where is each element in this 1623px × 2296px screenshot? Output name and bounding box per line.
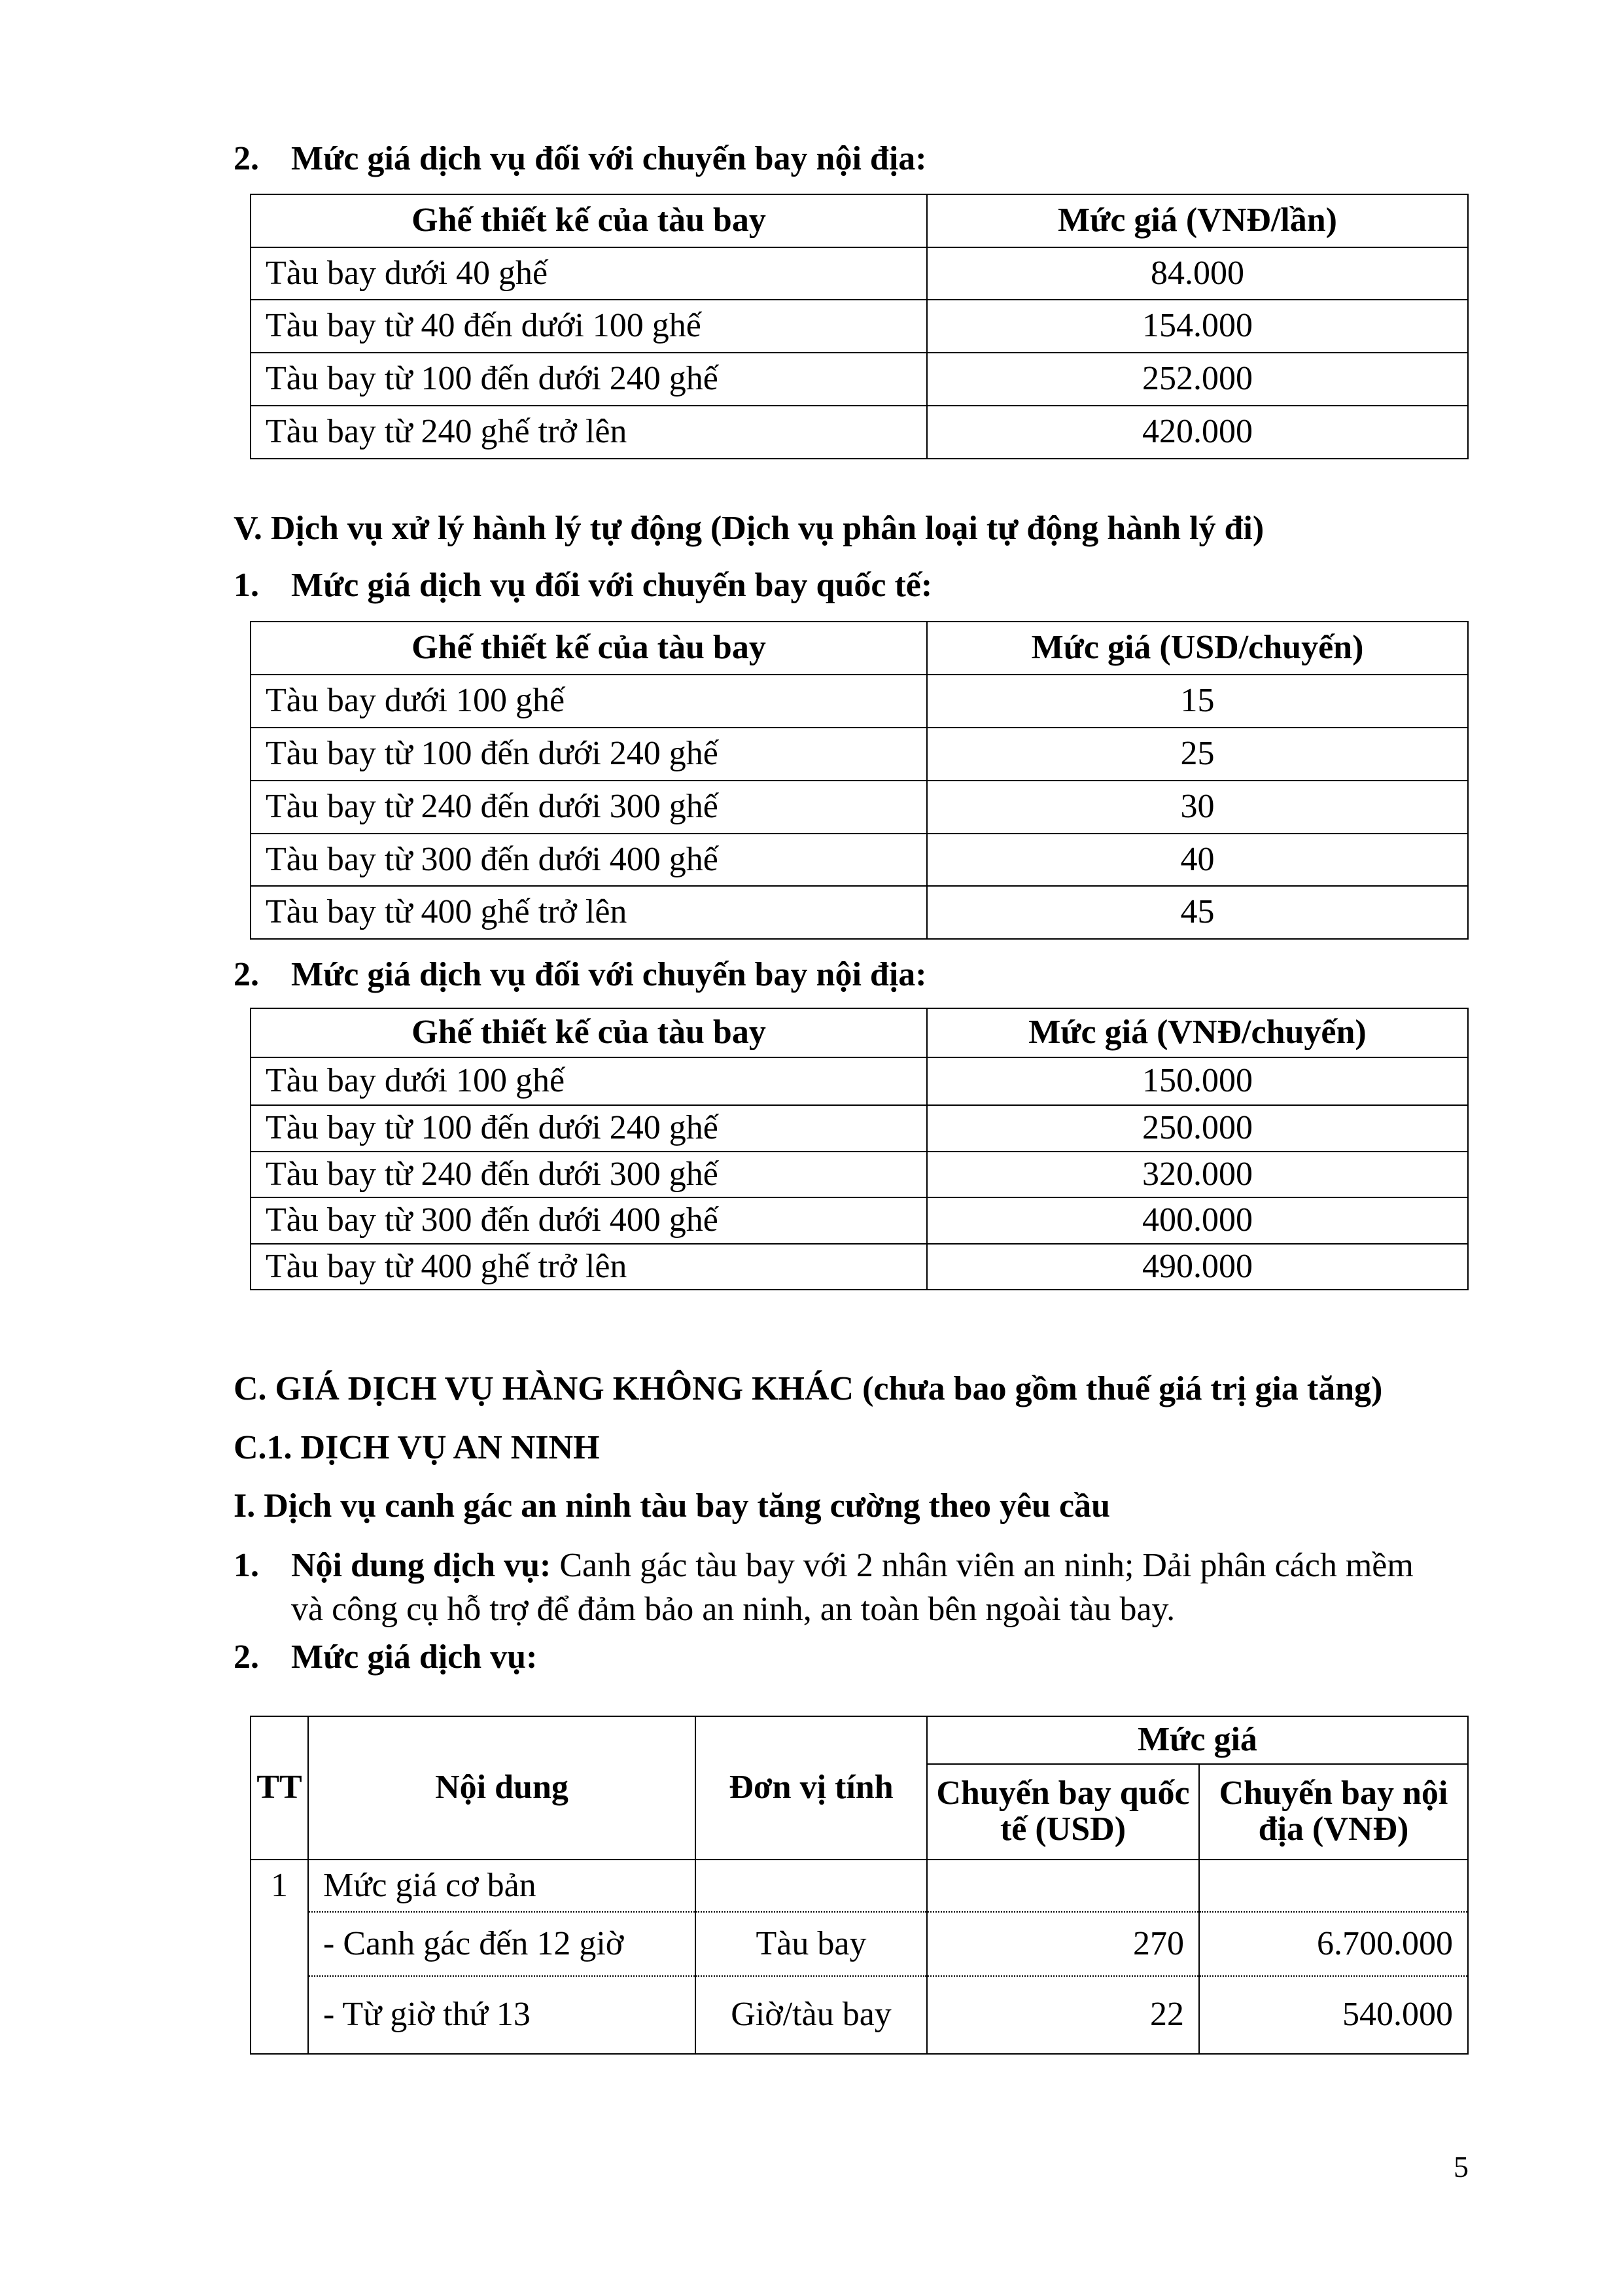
seat-range-cell: Tàu bay dưới 40 ghế [251, 247, 927, 300]
table-row [251, 1057, 1468, 1105]
table-row [251, 781, 1468, 834]
heading-text: Mức giá dịch vụ đối với chuyến bay nội địa: [291, 956, 927, 993]
item-line-1 [291, 1549, 1414, 1583]
seat-range-cell: Tàu bay từ 400 ghế trở lên [251, 1244, 927, 1290]
seat-range-cell: Tàu bay từ 240 đến dưới 300 ghế [251, 781, 927, 834]
section-c-heading: C. GIÁ DỊCH VỤ HÀNG KHÔNG KHÁC (chưa bao gồm thuế giá trị gia tăng) [234, 1370, 1383, 1407]
price-item-heading [234, 1638, 538, 1676]
col-header-tt: TT [251, 1716, 308, 1860]
price-cell: 320.000 [927, 1152, 1468, 1197]
col-header-price-group: Mức giá [927, 1716, 1468, 1764]
heading-text: Mức giá dịch vụ đối với chuyến bay nội địa: [291, 140, 927, 177]
intl-price-cell: 270 [927, 1912, 1199, 1976]
heading-text: Mức giá dịch vụ đối với chuyến bay quốc tế: [291, 567, 933, 604]
heading-number: 2. [234, 956, 259, 993]
content-cell: - Canh gác đến 12 giờ [308, 1912, 695, 1976]
seat-range-cell: Tàu bay từ 40 đến dưới 100 ghế [251, 300, 927, 353]
intl-price-cell [927, 1860, 1199, 1912]
seat-range-cell: Tàu bay từ 100 đến dưới 240 ghế [251, 728, 927, 781]
heading-domestic-price-1 [234, 140, 927, 177]
seat-range-cell: Tàu bay từ 100 đến dưới 240 ghế [251, 1105, 927, 1152]
heading-number: 2. [234, 140, 259, 177]
table-international-baggage [250, 621, 1469, 940]
table-row [251, 1105, 1468, 1152]
table-security-price [250, 1716, 1469, 2055]
table-row [251, 353, 1468, 406]
price-cell: 40 [927, 834, 1468, 886]
table-row [251, 300, 1468, 353]
price-cell: 490.000 [927, 1244, 1468, 1290]
price-cell: 252.000 [927, 353, 1468, 406]
table-row [251, 675, 1468, 728]
table-domestic-per-time [250, 194, 1469, 459]
intl-price-cell: 22 [927, 1976, 1199, 2054]
table-row [251, 406, 1468, 459]
table-row [251, 834, 1468, 886]
price-cell: 420.000 [927, 406, 1468, 459]
unit-cell [695, 1860, 927, 1912]
item-text: Mức giá dịch vụ: [291, 1638, 538, 1676]
price-cell: 150.000 [927, 1057, 1468, 1105]
col-header-domestic: Chuyến bay nội địa (VNĐ) [1199, 1764, 1468, 1860]
table-row [251, 1912, 1468, 1976]
table-row [251, 1860, 1468, 1912]
content-cell: Mức giá cơ bản [308, 1860, 695, 1912]
table-row [251, 1152, 1468, 1197]
section-i-heading: I. Dịch vụ canh gác an ninh tàu bay tăng cường theo yêu cầu [234, 1487, 1110, 1525]
item-number: 2. [234, 1638, 259, 1676]
price-cell: 154.000 [927, 300, 1468, 353]
col-header-price: Mức giá (VNĐ/chuyến) [927, 1008, 1468, 1057]
price-cell: 30 [927, 781, 1468, 834]
price-cell: 15 [927, 675, 1468, 728]
unit-cell: Tàu bay [695, 1912, 927, 1976]
content-cell: - Từ giờ thứ 13 [308, 1976, 695, 2054]
price-cell: 400.000 [927, 1197, 1468, 1244]
col-header-seats: Ghế thiết kế của tàu bay [251, 622, 927, 675]
seat-range-cell: Tàu bay từ 100 đến dưới 240 ghế [251, 353, 927, 406]
dom-price-cell: 540.000 [1199, 1976, 1468, 2054]
seat-range-cell: Tàu bay từ 240 đến dưới 300 ghế [251, 1152, 927, 1197]
item-text: Canh gác tàu bay với 2 nhân viên an ninh; Dải phân cách mềm [551, 1547, 1414, 1584]
table-row [251, 1197, 1468, 1244]
table-header-row [251, 194, 1468, 247]
page-number: 5 [1454, 2150, 1469, 2183]
col-header-international: Chuyến bay quốc tế (USD) [927, 1764, 1199, 1860]
seat-range-cell: Tàu bay từ 240 ghế trở lên [251, 406, 927, 459]
dom-price-cell: 6.700.000 [1199, 1912, 1468, 1976]
seat-range-cell: Tàu bay từ 400 ghế trở lên [251, 886, 927, 939]
col-header-unit: Đơn vị tính [695, 1716, 927, 1860]
tt-cell: 1 [251, 1860, 308, 2054]
heading-number: 1. [234, 567, 259, 604]
section-v-heading: V. Dịch vụ xử lý hành lý tự động (Dịch vụ phân loại tự động hành lý đi) [234, 510, 1265, 547]
price-cell: 84.000 [927, 247, 1468, 300]
price-cell: 250.000 [927, 1105, 1468, 1152]
table-header-row [251, 622, 1468, 675]
table-domestic-baggage [250, 1008, 1469, 1290]
unit-cell: Giờ/tàu bay [695, 1976, 927, 2054]
seat-range-cell: Tàu bay từ 300 đến dưới 400 ghế [251, 1197, 927, 1244]
table-row [251, 728, 1468, 781]
col-header-content: Nội dung [308, 1716, 695, 1860]
table-row [251, 1244, 1468, 1290]
item-number: 1. [234, 1547, 259, 1584]
seat-range-cell: Tàu bay từ 300 đến dưới 400 ghế [251, 834, 927, 886]
price-cell: 25 [927, 728, 1468, 781]
heading-domestic-price-2 [234, 956, 927, 993]
service-content-line-2: và công cụ hỗ trợ để đảm bảo an ninh, an toàn bên ngoài tàu bay. [291, 1591, 1176, 1628]
dom-price-cell [1199, 1860, 1468, 1912]
table-header-row [251, 1008, 1468, 1057]
seat-range-cell: Tàu bay dưới 100 ghế [251, 675, 927, 728]
col-header-seats: Ghế thiết kế của tàu bay [251, 1008, 927, 1057]
seat-range-cell: Tàu bay dưới 100 ghế [251, 1057, 927, 1105]
table-row [251, 886, 1468, 939]
service-content-item [234, 1547, 1414, 1584]
table-row [251, 1976, 1468, 2054]
table-row [251, 247, 1468, 300]
col-header-seats: Ghế thiết kế của tàu bay [251, 194, 927, 247]
price-cell: 45 [927, 886, 1468, 939]
col-header-price: Mức giá (VNĐ/lần) [927, 194, 1468, 247]
item-label: Nội dung dịch vụ: [291, 1547, 551, 1584]
heading-international-price [234, 567, 933, 604]
col-header-price: Mức giá (USD/chuyến) [927, 622, 1468, 675]
table-header-row [251, 1716, 1468, 1764]
section-c1-heading: C.1. DỊCH VỤ AN NINH [234, 1429, 600, 1466]
